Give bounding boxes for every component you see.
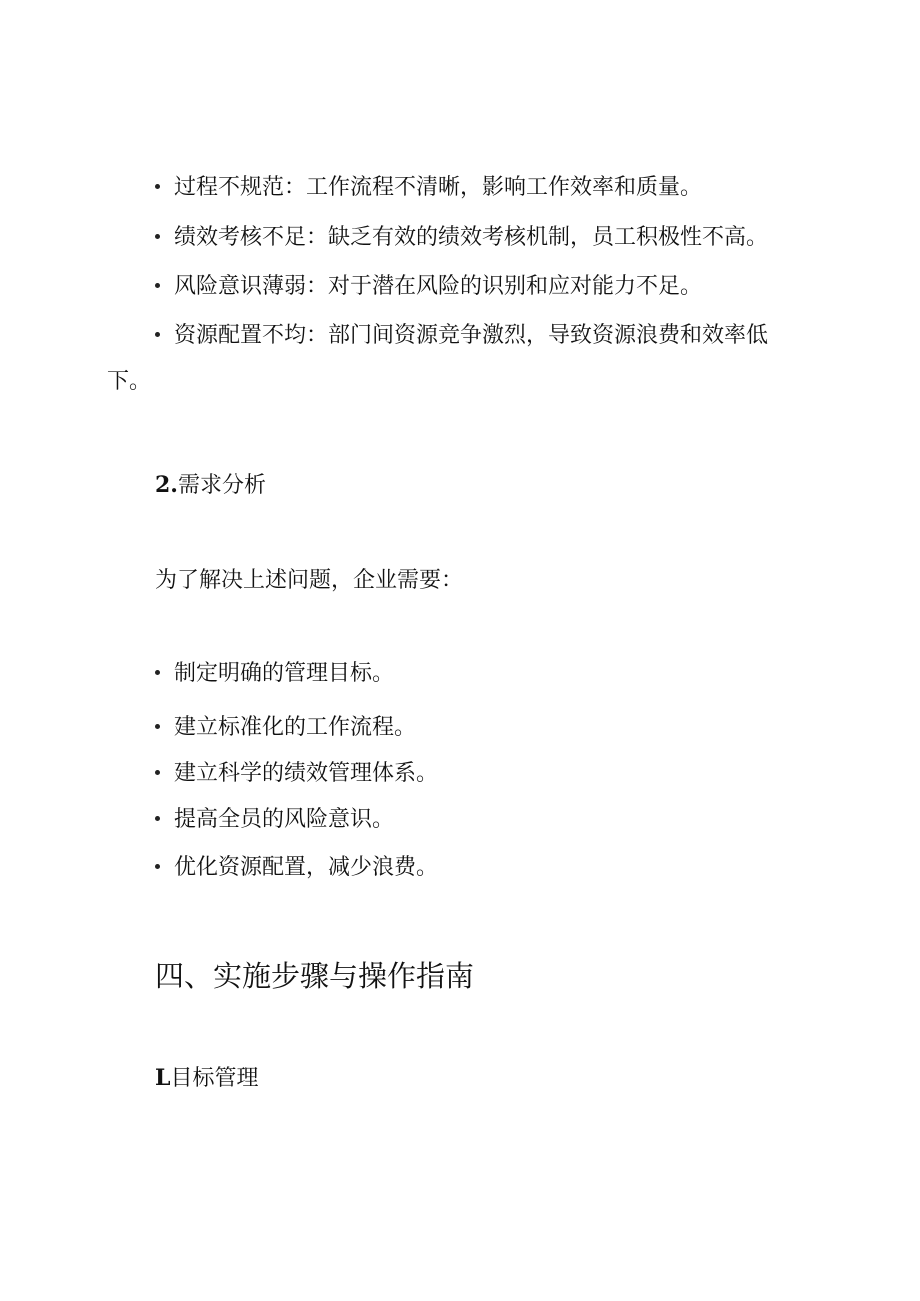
bullet-dot-icon (155, 724, 160, 729)
problem-text: 绩效考核不足：缺乏有效的绩效考核机制，员工积极性不高。 (174, 225, 769, 250)
need-item-5 (155, 853, 438, 883)
need-text: 建立标准化的工作流程。 (174, 715, 417, 740)
problem-item-4-continuation: 下。 (107, 369, 152, 394)
problem-item-2 (155, 223, 768, 253)
bullet-dot-icon (155, 283, 160, 288)
section-heading-demand-analysis (155, 470, 266, 501)
intro-paragraph: 为了解决上述问题，企业需要： (155, 568, 464, 593)
problem-text: 过程不规范：工作流程不清晰，影响工作效率和质量。 (174, 175, 703, 200)
subsection-heading-goal-management (155, 1063, 258, 1094)
need-item-4 (155, 805, 394, 835)
bullet-dot-icon (155, 234, 160, 239)
section-number: 2. (155, 472, 178, 498)
need-text: 优化资源配置，减少浪费。 (174, 855, 439, 880)
need-item-2 (155, 713, 416, 743)
subsection-title: 目标管理 (170, 1066, 259, 1091)
bullet-dot-icon (155, 332, 160, 337)
need-item-3 (155, 759, 438, 789)
bullet-dot-icon (155, 864, 160, 869)
problem-text: 资源配置不均：部门间资源竞争激烈，导致资源浪费和效率低 (174, 323, 769, 348)
need-text: 建立科学的绩效管理体系。 (174, 761, 439, 786)
subsection-number: L (155, 1065, 171, 1091)
need-item-1 (155, 659, 394, 689)
bullet-dot-icon (155, 670, 160, 675)
problem-text: 风险意识薄弱：对于潜在风险的识别和应对能力不足。 (174, 274, 703, 299)
problem-item-4 (155, 321, 768, 351)
bullet-dot-icon (155, 816, 160, 821)
need-text: 提高全员的风险意识。 (174, 807, 395, 832)
bullet-dot-icon (155, 770, 160, 775)
section-title: 需求分析 (177, 473, 266, 498)
need-text: 制定明确的管理目标。 (174, 661, 395, 686)
problem-item-3 (155, 272, 702, 302)
bullet-dot-icon (155, 184, 160, 189)
problem-item-1 (155, 173, 702, 203)
chapter-heading: 四、实施步骤与操作指南 (155, 959, 475, 993)
